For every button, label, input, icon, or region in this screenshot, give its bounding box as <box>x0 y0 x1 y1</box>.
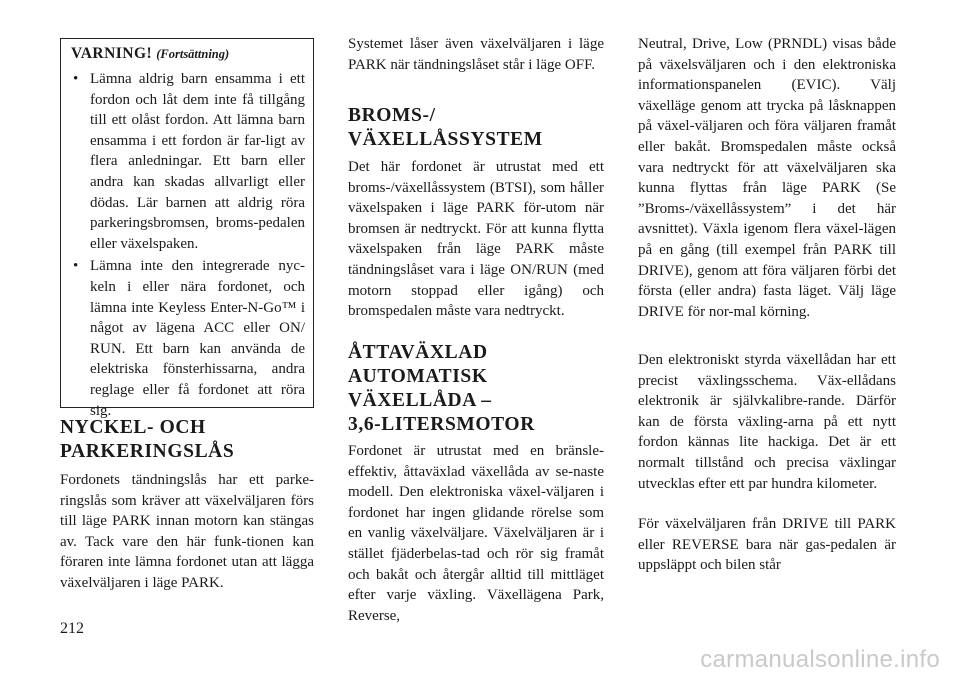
heading-line: NYCKEL- OCH <box>60 417 206 438</box>
warning-item-text: Lämna aldrig barn ensamma i ett fordon och låt dem inte få tillgång till ett olåst fordon. Att lämna barn ensamma i ett fordon är far-ligt av flera anledningar. Ett barn eller andra kan skadas allvarligt eller dödas. Lär barnen att aldrig röra parkeringsbromsen, broms-pedalen eller växelspaken. <box>90 71 305 252</box>
heading-line: BROMS-/ <box>348 105 436 126</box>
watermark: carmanualsonline.info <box>700 646 940 673</box>
warning-subtitle: (Fortsättning) <box>156 47 230 61</box>
warning-item <box>71 256 305 421</box>
heading-line: ÅTTAVÄXLAD <box>348 342 488 363</box>
heading-brake-shift <box>348 104 604 152</box>
paragraph-electronic-control: Den elektroniskt styrda växellådan har ett precist växlingsschema. Väx-ellådans elektronik är självkalibre-rande. Därför kan de första växling-arna på ett nytt fordon kännas lite hackiga. Det är ett normalt tillstånd och precisa växlingar utvecklas efter ett par hundra kilometer. <box>638 352 896 492</box>
warning-box <box>60 38 314 419</box>
heading-line: AUTOMATISK <box>348 366 488 387</box>
heading-automatic-transmission <box>348 341 604 437</box>
paragraph-automatic-transmission: Fordonet är utrustat med en bränsle-effektiv, åttaväxlad växellåda av se-naste modell. Den elektroniska växel-väljaren i fordonet har ingen glidande rörelse som en vanlig växelväljare. Växelväljaren är i stället fjäderbelas-tad och rör sig framåt och bakåt och återgår alltid till mittläget efter varje växling. Växellägena Park, Reverse, <box>348 443 604 624</box>
heading-ignition-lock <box>60 416 314 464</box>
paragraph-system-lock: Systemet låser även växelväljaren i läge PARK när tändningslåset står i läge OFF. <box>348 36 604 73</box>
heading-line: PARKERINGSLÅS <box>60 441 235 462</box>
paragraph-brake-shift: Det här fordonet är utrustat med ett broms-/växellåssystem (BTSI), som håller växelspaken i läge PARK för-utom när bromsen är nedtryckt. För att kunna flytta växelspaken från läge PARK måste tändningslåset vara i läge ON/RUN (med motorn stoppad eller igång) och bromspedalen måste vara nedtryckt. <box>348 159 604 320</box>
warning-title-text: VARNING! <box>71 45 153 62</box>
bullet-icon: • <box>73 258 79 275</box>
heading-line: VÄXELLÅSSYSTEM <box>348 129 543 150</box>
warning-item-text: Lämna inte den integrerade nyc-keln i eller nära fordonet, och lämna inte Keyless Enter-N-Go™ i något av lägena ACC eller ON/ RUN. Ett barn kan använda de elektriska fönsterhissarna, andra reglage eller få fordonet att röra sig. <box>90 258 305 419</box>
bullet-icon: • <box>73 71 79 87</box>
heading-line: VÄXELLÅDA – <box>348 390 492 411</box>
warning-list <box>71 69 305 421</box>
paragraph-shift-instructions: För växelväljaren från DRIVE till PARK eller REVERSE bara när gas-pedalen är uppsläppt och bilen står <box>638 516 896 574</box>
heading-line: 3,6-LITERSMOTOR <box>348 414 535 435</box>
warning-title <box>71 45 305 63</box>
paragraph-gear-positions: Neutral, Drive, Low (PRNDL) visas både på växelsväljaren och i den elektroniska informationspanelen (EVIC). Välj växelläge genom att trycka på låsknappen på växel-väljaren och föra väljaren framåt eller bakåt. Bromspedalen måste också vara nedtryckt för att växelväljaren ska kunna flyttas från läge PARK (Se ”Broms-/växellåssystem” i det här avsnittet). Växla igenom flera växel-lägen på en gång (till exempel från PARK till DRIVE), genom att föra väljaren förbi det första (eller andra) fasta läget. Välj läge DRIVE för nor-mal körning. <box>638 36 896 320</box>
warning-item <box>71 69 305 254</box>
paragraph-ignition-lock: Fordonets tändningslås har ett parke-ringslås som kräver att växelväljaren förs till läge PARK innan motorn kan stängas av. Tack vare den här funk-tionen kan föraren inte lämna fordonet utan att lägga växelväljaren i läge PARK. <box>60 472 314 591</box>
page-number: 212 <box>60 620 84 637</box>
